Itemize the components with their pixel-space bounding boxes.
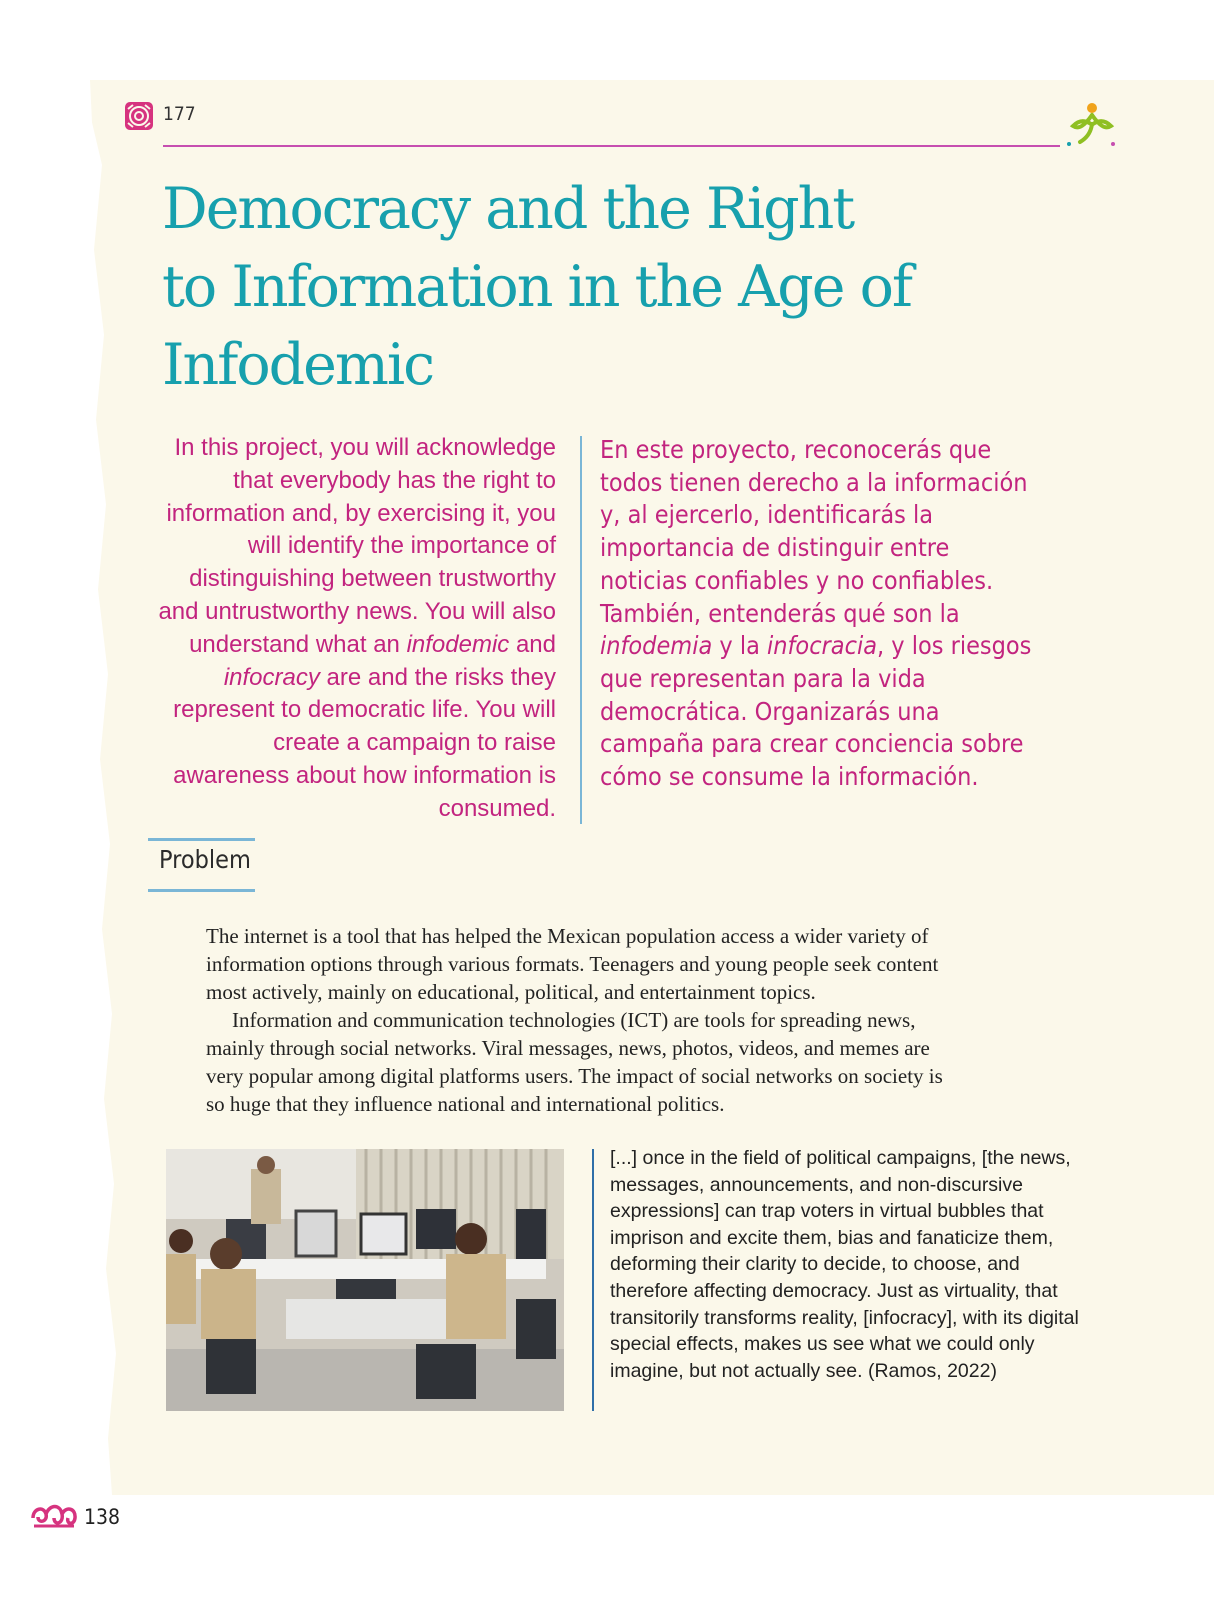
intro-en-term-infodemic: infodemic [406,630,510,658]
page-title [162,170,922,404]
title-line-3: Infodemic [162,332,434,398]
problem-paragraph-2: Information and communication technologies (ICT) are tools for spreading news, mainly through social networks. Viral messages, news, photos, videos, and memes are very popular among digital platforms users. The impact of social networks on society is so huge that they influence national and international politics. [206,1008,943,1116]
intro-es-term-infodemia: infodemia [600,631,713,661]
title-line-2: to Information in the Age of [162,254,911,320]
page-index: 177 [163,103,196,125]
intro-en-text-2: and [509,630,556,658]
problem-paragraph-1: The internet is a tool that has helped the Mexican population access a wider variety of information options through various formats. Teenagers and young people seek content most actively, mainly on educational, political, and entertainment topics. [206,924,939,1004]
sprout-figure-icon [1065,100,1117,150]
intro-en-term-infocracy: infocracy [223,663,320,691]
quote-rule [592,1149,594,1411]
intro-es-term-infocracia: infocracia [767,631,877,661]
classroom-photo [166,1149,564,1411]
intro-divider [580,436,582,824]
problem-heading: Problem [159,845,251,874]
aztec-glyph-icon [30,1500,78,1532]
intro-en-text-1: In this project, you will acknowledge that everybody has the right to information and, by exercising it, you will identify the importance of distinguishing between trustworthy and untrustworthy news. You will also understand what an [158,434,556,658]
problem-body [206,922,966,1118]
intro-es-text-2: y la [712,631,768,661]
header-rule [163,145,1060,147]
intro-spanish [600,434,1040,794]
aztec-glyph-icon [124,101,154,131]
intro-es-text-3: , y los riesgos que representan para la vida democrática. Organizarás una campaña para crear conciencia sobre cómo se consume la información. [600,631,1032,792]
intro-en-text-3: are and the risks they represent to democratic life. You will create a campaign to raise awareness about how information is consumed. [173,663,556,822]
page-number: 138 [84,1505,121,1529]
quote-text: [...] once in the field of political campaigns, [the news, messages, announcements, and non-discursive expressions] can trap voters in virtual bubbles that imprison and excite them, bias and fanaticize them, deforming their clarity to decide, to choose, and therefore affecting democracy. Just as virtuality, that transitorily transforms reality, [infocracy], with its digital special effects, makes us see what we could only imagine, but not actually see. (Ramos, 2022) [610,1147,1079,1382]
intro-english [152,432,556,826]
intro-es-text-1: En este proyecto, reconocerás que todos tienen derecho a la información y, al ejercerlo, identificarás la importancia de distinguir entre noticias confiables y no confiables. También, entenderás qué son la [600,435,1028,628]
title-line-1: Democracy and the Right [162,176,854,242]
